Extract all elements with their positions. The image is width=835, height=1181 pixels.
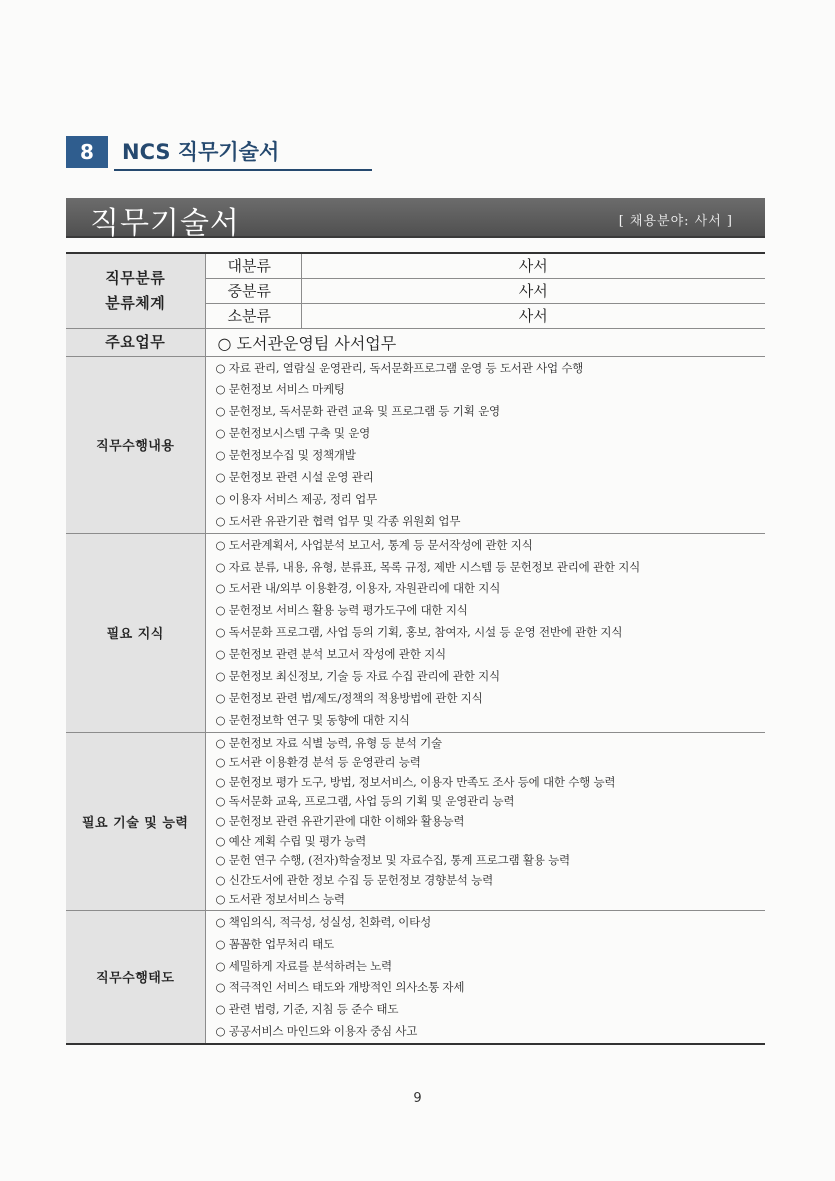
list-item: ○ 책임의식, 적극성, 성실성, 친화력, 이타성: [215, 914, 431, 929]
main-duty-value: ○ 도서관운영팀 사서업무: [205, 328, 765, 356]
classification-label-line2: 분류체계: [105, 293, 166, 312]
section-title-underline: [114, 169, 372, 171]
list-item: ○ 이용자 서비스 제공, 정리 업무: [215, 491, 377, 506]
classification-label-line1: 직무분류: [105, 268, 166, 287]
list-item: ○ 자료 관리, 열람실 운영관리, 독서문화프로그램 운영 등 도서관 사업 수행: [215, 360, 584, 375]
knowledge-row: [66, 533, 765, 732]
list-item: ○ 문헌정보 최신정보, 기술 등 자료 수집 관리에 관한 지식: [215, 668, 500, 683]
list-item: ○ 문헌정보수집 및 정책개발: [215, 448, 356, 463]
duties-label: 직무수행내용: [66, 356, 205, 533]
attitude-label: 직무수행태도: [66, 910, 205, 1043]
classification-value: 사서: [301, 278, 765, 303]
list-item: ○ 도서관 내/외부 이용환경, 이용자, 자원관리에 대한 지식: [215, 581, 501, 596]
attitude-row: [66, 910, 765, 1043]
section-header: [66, 136, 306, 172]
skills-label: 필요 기술 및 능력: [66, 732, 205, 910]
list-item: ○ 문헌정보, 독서문화 관련 교육 및 프로그램 등 기획 운영: [215, 404, 500, 419]
classification-row-major: [66, 253, 765, 278]
classification-label: [66, 253, 205, 328]
classification-level: 소분류: [205, 303, 301, 328]
list-item: ○ 문헌정보 서비스 마케팅: [215, 382, 345, 397]
recruitment-field: [ 채용분야: 사서 ]: [618, 214, 733, 229]
duties-row: [66, 356, 765, 533]
list-item: ○ 문헌정보 평가 도구, 방법, 정보서비스, 이용자 만족도 조사 등에 대한 수행 능력: [215, 774, 616, 789]
list-item: ○ 도서관계획서, 사업분석 보고서, 통계 등 문서작성에 관한 지식: [215, 537, 533, 552]
list-item: ○ 문헌정보시스템 구축 및 운영: [215, 426, 371, 441]
list-item: ○ 문헌 연구 수행, (전자)학술정보 및 자료수집, 통계 프로그램 활용 능력: [215, 853, 570, 868]
attitude-list: [205, 910, 765, 1043]
list-item: ○ 문헌정보 관련 유관기관에 대한 이해와 활용능력: [215, 814, 465, 829]
list-item: ○ 꼼꼼한 업무처리 태도: [215, 936, 334, 951]
list-item: ○ 적극적인 서비스 태도와 개방적인 의사소통 자세: [215, 980, 465, 995]
skills-list: [205, 732, 765, 910]
knowledge-list: [205, 533, 765, 732]
list-item: ○ 문헌정보학 연구 및 동향에 대한 지식: [215, 712, 410, 727]
list-item: ○ 문헌정보 관련 분석 보고서 작성에 관한 지식: [215, 647, 446, 662]
job-description-table: [66, 252, 765, 1045]
list-item: ○ 공공서비스 마인드와 이용자 중심 사고: [215, 1023, 418, 1038]
section-title: NCS 직무기술서: [122, 140, 280, 164]
list-item: ○ 문헌정보 자료 식별 능력, 유형 등 분석 기술: [215, 735, 442, 750]
skills-row: [66, 732, 765, 910]
list-item: ○ 문헌정보 관련 법/제도/정책의 적용방법에 관한 지식: [215, 690, 483, 705]
list-item: ○ 도서관 이용환경 분석 등 운영관리 능력: [215, 755, 421, 770]
list-item: ○ 도서관 정보서비스 능력: [215, 892, 345, 907]
classification-level: 대분류: [205, 253, 301, 278]
knowledge-label: 필요 지식: [66, 533, 205, 732]
classification-level: 중분류: [205, 278, 301, 303]
document-banner: [66, 198, 765, 241]
list-item: ○ 도서관 유관기관 협력 업무 및 각종 위원회 업무: [215, 513, 461, 528]
list-item: ○ 예산 계획 수립 및 평가 능력: [215, 833, 367, 848]
classification-value: 사서: [301, 253, 765, 278]
main-duty-row: [66, 328, 765, 356]
list-item: ○ 신간도서에 관한 정보 수집 등 문헌정보 경향분석 능력: [215, 872, 493, 887]
page-number: 9: [413, 1091, 422, 1106]
list-item: ○ 문헌정보 관련 시설 운영 관리: [215, 469, 374, 484]
list-item: ○ 독서문화 프로그램, 사업 등의 기획, 홍보, 참여자, 시설 등 운영 전반에 관한 지식: [215, 625, 623, 640]
section-number-badge: 8: [66, 136, 108, 168]
classification-value: 사서: [301, 303, 765, 328]
list-item: ○ 관련 법령, 기준, 지침 등 준수 태도: [215, 1002, 399, 1017]
list-item: ○ 자료 분류, 내용, 유형, 분류표, 목록 규정, 제반 시스템 등 문헌정보 관리에 관한 지식: [215, 559, 641, 574]
list-item: ○ 독서문화 교육, 프로그램, 사업 등의 기획 및 운영관리 능력: [215, 794, 515, 809]
list-item: ○ 문헌정보 서비스 활용 능력 평가도구에 대한 지식: [215, 603, 468, 618]
banner-title: 직무기술서: [90, 206, 240, 241]
duties-list: [205, 356, 765, 533]
main-duty-label: 주요업무: [66, 328, 205, 356]
list-item: ○ 세밀하게 자료를 분석하려는 노력: [215, 958, 392, 973]
